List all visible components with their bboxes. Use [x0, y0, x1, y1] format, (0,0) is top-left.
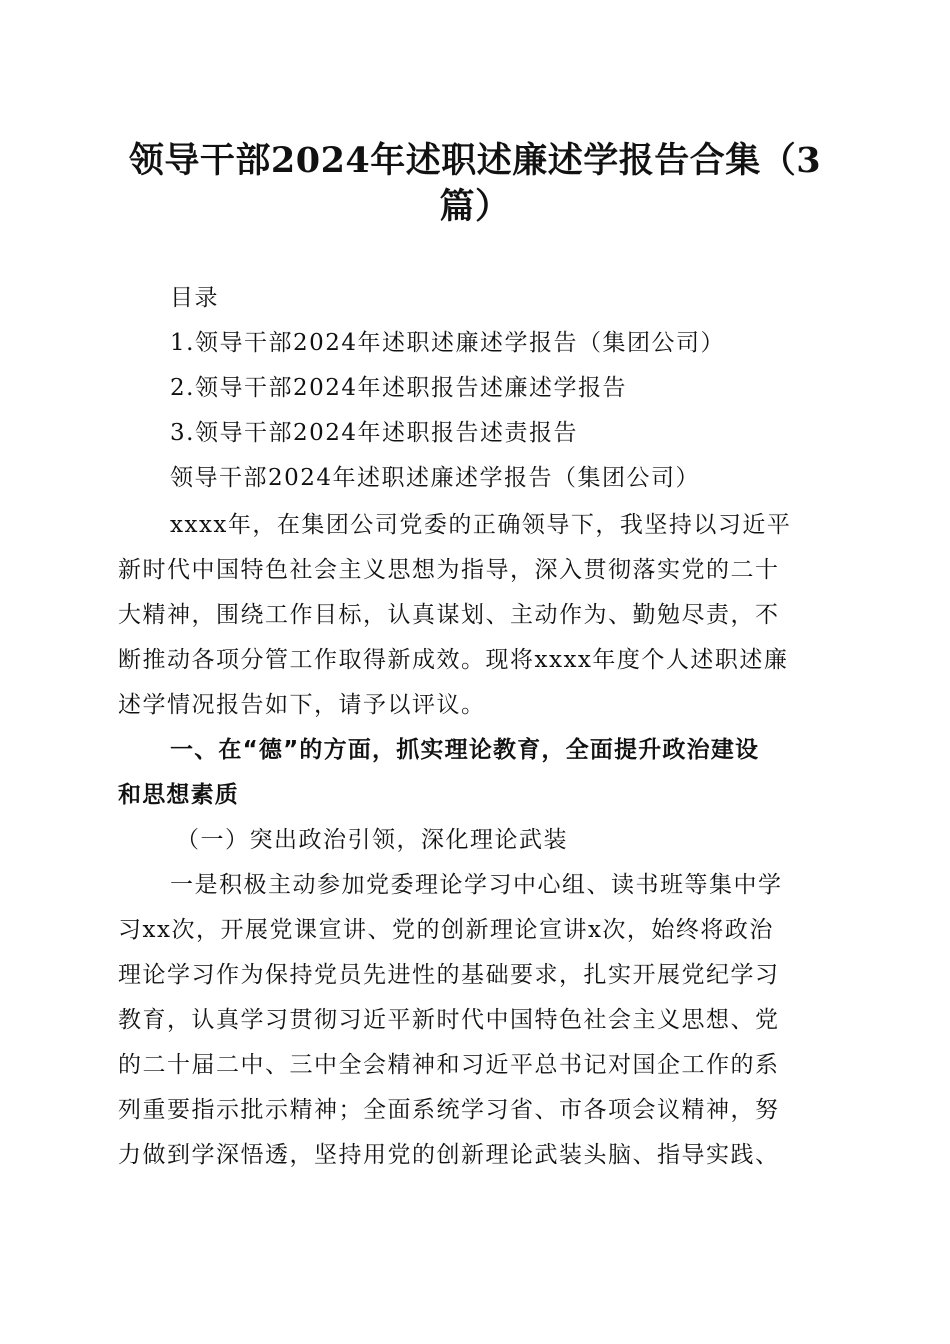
paragraph-line: xxxx年，在集团公司党委的正确领导下，我坚持以习近平 — [170, 512, 792, 538]
subsection-heading-1 — [118, 818, 832, 863]
toc-item-1: 1.领导干部2024年述职述廉述学报告（集团公司） — [170, 330, 725, 356]
paragraph-line: 述学情况报告如下，请予以评议。 — [118, 692, 486, 718]
document-title — [118, 138, 832, 230]
article-title: 领导干部2024年述职述廉述学报告（集团公司） — [170, 465, 701, 491]
section-heading-line: 和思想素质 — [118, 782, 239, 808]
toc-item-2: 2.领导干部2024年述职报告述廉述学报告 — [170, 375, 627, 401]
paragraph-line: 一是积极主动参加党委理论学习中心组、读书班等集中学 — [170, 872, 783, 898]
section-heading-1 — [118, 728, 832, 818]
subsection-heading-line: （一）突出政治引领，深化理论武装 — [176, 827, 568, 853]
paragraph-line: 大精神，围绕工作目标，认真谋划、主动作为、勤勉尽责，不 — [118, 602, 780, 628]
paragraph-line: 的二十届二中、三中全会精神和习近平总书记对国企工作的系 — [118, 1052, 780, 1078]
paragraph-line: 教育，认真学习贯彻习近平新时代中国特色社会主义思想、党 — [118, 1007, 780, 1033]
intro-paragraph — [118, 503, 832, 728]
paragraph-line: 习xx次，开展党课宣讲、党的创新理论宣讲x次，始终将政治 — [118, 917, 774, 943]
title-line: 篇） — [439, 186, 511, 227]
body-paragraph — [118, 863, 832, 1178]
paragraph-line: 理论学习作为保持党员先进性的基础要求，扎实开展党纪学习 — [118, 962, 780, 988]
paragraph-line: 力做到学深悟透，坚持用党的创新理论武装头脑、指导实践、 — [118, 1142, 780, 1168]
paragraph-line: 断推动各项分管工作取得新成效。现将xxxx年度个人述职述廉 — [118, 647, 789, 673]
toc-item-3: 3.领导干部2024年述职报告述责报告 — [170, 420, 578, 446]
paragraph-line: 列重要指示批示精神；全面系统学习省、市各项会议精神，努 — [118, 1097, 780, 1123]
section-heading-line: 一、在“德”的方面，抓实理论教育，全面提升政治建设 — [170, 737, 760, 763]
title-line: 领导干部2024年述职述廉述学报告合集（3 — [128, 140, 822, 181]
paragraph-line: 新时代中国特色社会主义思想为指导，深入贯彻落实党的二十 — [118, 557, 780, 583]
table-of-contents — [118, 276, 832, 501]
toc-heading: 目录 — [170, 285, 219, 311]
